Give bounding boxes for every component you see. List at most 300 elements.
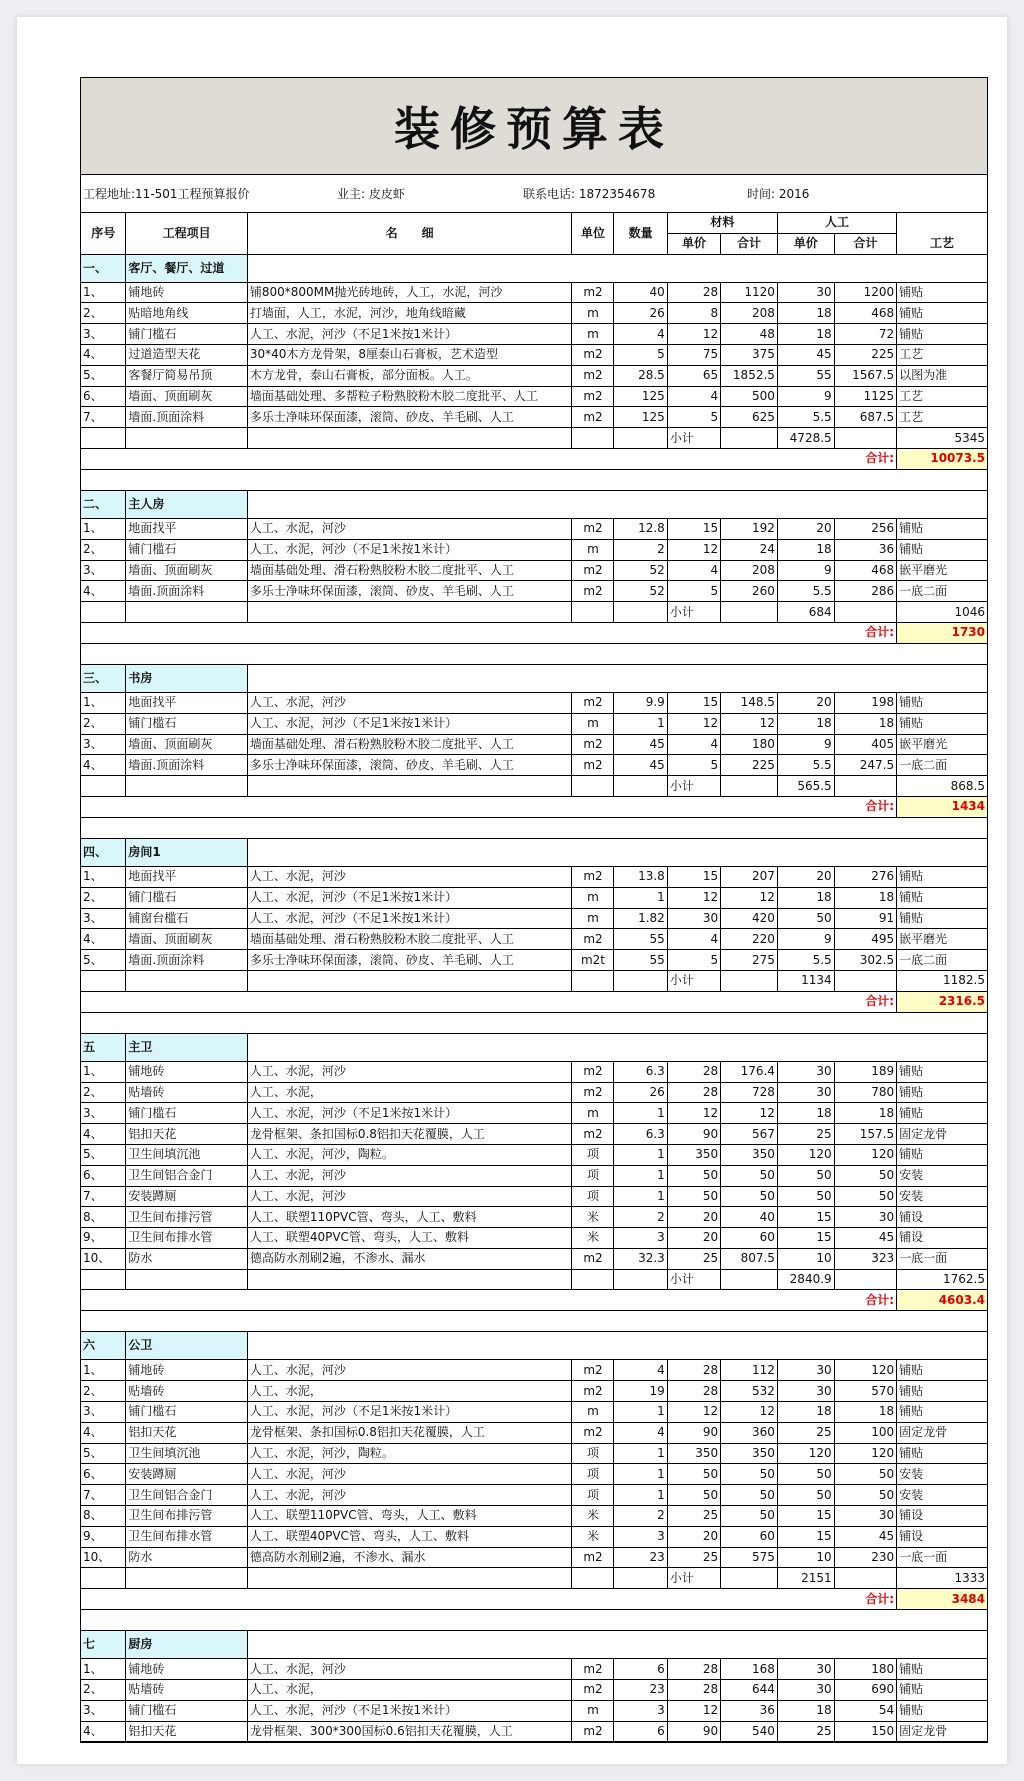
row-detail: 多乐士净味环保面漆，滚筒、砂皮、羊毛刷、人工 <box>247 950 572 971</box>
header-unit: 单位 <box>572 213 614 255</box>
row-detail: 人工、水泥，河沙（不足1米按1米计） <box>247 539 572 560</box>
empty-cell <box>126 970 247 991</box>
table-row <box>81 1186 988 1207</box>
row-labor-price: 20 <box>777 866 834 887</box>
row-material-price: 20 <box>667 1526 720 1547</box>
row-labor-price: 50 <box>777 1186 834 1207</box>
row-item: 铺门槛石 <box>126 1402 247 1423</box>
row-labor-price: 30 <box>777 1659 834 1680</box>
row-unit <box>572 1360 614 1381</box>
row-detail: 人工、水泥， <box>247 1680 572 1701</box>
row-item: 卫生间布排污管 <box>126 1506 247 1527</box>
row-qty: 1 <box>614 1485 667 1506</box>
row-craft: 铺贴 <box>897 324 988 345</box>
row-craft: 一底一面 <box>897 1547 988 1568</box>
row-material-price: 28 <box>667 1061 720 1082</box>
row-number: 4、 <box>81 1124 126 1145</box>
section-header <box>81 1033 988 1061</box>
row-material-sum: 50 <box>721 1506 778 1527</box>
table-row <box>81 1381 988 1402</box>
row-number: 8、 <box>81 1506 126 1527</box>
subtotal-material: 4728.5 <box>777 428 834 449</box>
row-unit <box>572 866 614 887</box>
spacer-row <box>81 1012 988 1033</box>
empty-cell <box>247 1269 572 1290</box>
section-filler <box>247 664 987 692</box>
row-item: 客餐厅简易吊顶 <box>126 365 247 386</box>
unit-label: m2 <box>583 1682 603 1697</box>
row-detail: 德高防水剂刷2遍，不渗水、漏水 <box>247 1547 572 1568</box>
row-qty: 1 <box>614 1402 667 1423</box>
unit-label: m2 <box>583 869 603 884</box>
row-material-price: 12 <box>667 539 720 560</box>
table-row <box>81 560 988 581</box>
row-unit <box>572 1061 614 1082</box>
row-material-sum: 220 <box>721 929 778 950</box>
empty-cell <box>81 776 126 797</box>
row-item: 墙面、顶面刷灰 <box>126 734 247 755</box>
header-material-sum: 合计 <box>721 233 778 254</box>
table-row <box>81 303 988 324</box>
row-qty: 4 <box>614 1360 667 1381</box>
header-craft: 工艺 <box>897 233 988 254</box>
row-labor-price: 50 <box>777 908 834 929</box>
row-qty: 1 <box>614 1443 667 1464</box>
row-qty: 12.8 <box>614 518 667 539</box>
row-material-sum: 350 <box>721 1144 778 1165</box>
table-row <box>81 734 988 755</box>
total-filler <box>81 1290 835 1311</box>
row-detail: 多乐士净味环保面漆，滚筒、砂皮、羊毛刷、人工 <box>247 581 572 602</box>
row-item: 贴墙砖 <box>126 1381 247 1402</box>
subtotal-labor: 868.5 <box>897 776 988 797</box>
row-labor-sum: 198 <box>834 692 896 713</box>
row-number: 6、 <box>81 386 126 407</box>
row-number: 9、 <box>81 1228 126 1249</box>
spacer-row <box>81 1610 988 1631</box>
empty-cell <box>572 1568 614 1589</box>
row-labor-price: 15 <box>777 1526 834 1547</box>
row-item: 贴墙砖 <box>126 1680 247 1701</box>
header-labor-sum: 合计 <box>834 233 896 254</box>
row-material-sum: 644 <box>721 1680 778 1701</box>
row-number: 3、 <box>81 560 126 581</box>
row-item: 安装蹲厕 <box>126 1186 247 1207</box>
row-labor-sum: 780 <box>834 1082 896 1103</box>
row-labor-price: 30 <box>777 1680 834 1701</box>
row-material-sum: 540 <box>721 1721 778 1742</box>
row-labor-price: 50 <box>777 1464 834 1485</box>
subtotal-row <box>81 776 988 797</box>
subtotal-label: 小计 <box>667 602 720 623</box>
row-material-sum: 728 <box>721 1082 778 1103</box>
row-labor-price: 55 <box>777 365 834 386</box>
row-qty: 4 <box>614 324 667 345</box>
row-detail: 打墙面，人工，水泥，河沙，地角线暗藏 <box>247 303 572 324</box>
row-number: 1、 <box>81 1659 126 1680</box>
row-craft: 铺贴 <box>897 303 988 324</box>
row-material-sum: 168 <box>721 1659 778 1680</box>
row-unit <box>572 929 614 950</box>
row-number: 2、 <box>81 539 126 560</box>
unit-label: m2 <box>583 521 603 536</box>
row-number: 2、 <box>81 713 126 734</box>
row-labor-sum: 225 <box>834 344 896 365</box>
row-detail: 人工、水泥，河沙 <box>247 692 572 713</box>
total-row <box>81 448 988 469</box>
header-labor-unit-price: 单价 <box>777 233 834 254</box>
row-labor-sum: 189 <box>834 1061 896 1082</box>
row-craft: 铺贴 <box>897 866 988 887</box>
row-item: 铺门槛石 <box>126 539 247 560</box>
row-craft: 铺贴 <box>897 692 988 713</box>
row-item: 墙面.顶面涂料 <box>126 581 247 602</box>
row-number: 5、 <box>81 950 126 971</box>
row-labor-sum: 157.5 <box>834 1124 896 1145</box>
row-labor-price: 25 <box>777 1721 834 1742</box>
empty-cell <box>834 428 896 449</box>
unit-label: m2 <box>583 1383 603 1398</box>
row-material-sum: 50 <box>721 1186 778 1207</box>
row-unit <box>572 407 614 428</box>
row-material-price: 4 <box>667 734 720 755</box>
row-labor-price: 30 <box>777 1381 834 1402</box>
row-labor-sum: 687.5 <box>834 407 896 428</box>
table-row <box>81 1443 988 1464</box>
row-material-sum: 36 <box>721 1700 778 1721</box>
row-number: 2、 <box>81 887 126 908</box>
row-labor-sum: 120 <box>834 1443 896 1464</box>
row-labor-sum: 50 <box>834 1186 896 1207</box>
row-item: 卫生间布排污管 <box>126 1207 247 1228</box>
row-craft: 铺贴 <box>897 282 988 303</box>
row-labor-sum: 36 <box>834 539 896 560</box>
row-detail: 人工、水泥， <box>247 1082 572 1103</box>
row-qty: 3 <box>614 1700 667 1721</box>
header-no: 序号 <box>81 213 126 255</box>
header-qty: 数量 <box>614 213 667 255</box>
row-detail: 人工、水泥，河沙，陶粒。 <box>247 1443 572 1464</box>
empty-cell <box>247 776 572 797</box>
row-material-price: 12 <box>667 1103 720 1124</box>
empty-cell <box>81 970 126 991</box>
table-row <box>81 1464 988 1485</box>
row-qty: 19 <box>614 1381 667 1402</box>
row-detail: 人工、水泥，河沙（不足1米按1米计） <box>247 908 572 929</box>
row-labor-price: 120 <box>777 1144 834 1165</box>
table-row <box>81 1248 988 1269</box>
total-value: 2316.5 <box>897 991 988 1012</box>
row-item: 铺门槛石 <box>126 1103 247 1124</box>
row-labor-sum: 30 <box>834 1207 896 1228</box>
row-detail: 墙面基础处理、滑石粉熟胶粉木胶二度批平、人工 <box>247 734 572 755</box>
row-detail: 人工、水泥，河沙（不足1米按1米计） <box>247 1700 572 1721</box>
table-row <box>81 1402 988 1423</box>
row-detail: 墙面基础处理、滑石粉熟胶粉木胶二度批平、人工 <box>247 560 572 581</box>
row-material-sum: 260 <box>721 581 778 602</box>
row-craft: 嵌平磨光 <box>897 929 988 950</box>
section-name: 房间1 <box>126 838 247 866</box>
row-craft: 铺设 <box>897 1526 988 1547</box>
row-material-price: 5 <box>667 407 720 428</box>
row-craft: 铺贴 <box>897 1061 988 1082</box>
empty-cell <box>834 1568 896 1589</box>
section-header <box>81 1332 988 1360</box>
unit-label: m2 <box>583 1251 603 1266</box>
row-qty: 23 <box>614 1547 667 1568</box>
table-row <box>81 518 988 539</box>
row-material-price: 30 <box>667 908 720 929</box>
empty-cell <box>126 1568 247 1589</box>
empty-cell <box>614 1568 667 1589</box>
subtotal-row <box>81 1269 988 1290</box>
row-material-sum: 192 <box>721 518 778 539</box>
row-material-price: 12 <box>667 324 720 345</box>
row-material-price: 28 <box>667 1082 720 1103</box>
row-craft: 铺贴 <box>897 1103 988 1124</box>
row-qty: 55 <box>614 950 667 971</box>
row-labor-sum: 256 <box>834 518 896 539</box>
row-labor-sum: 1200 <box>834 282 896 303</box>
row-material-sum: 225 <box>721 755 778 776</box>
row-labor-price: 9 <box>777 386 834 407</box>
row-material-price: 4 <box>667 929 720 950</box>
total-row <box>81 622 988 643</box>
unit-label: m2 <box>583 1425 603 1440</box>
row-number: 9、 <box>81 1526 126 1547</box>
row-detail: 德高防水剂刷2遍，不渗水、漏水 <box>247 1248 572 1269</box>
row-labor-price: 45 <box>777 344 834 365</box>
row-detail: 龙骨框架、条扣国标0.8铝扣天花覆膜，人工 <box>247 1124 572 1145</box>
row-detail: 人工、水泥，河沙（不足1米按1米计） <box>247 1103 572 1124</box>
unit-label: m2 <box>583 1126 603 1141</box>
row-labor-sum: 468 <box>834 560 896 581</box>
row-item: 防水 <box>126 1248 247 1269</box>
section-number: 二、 <box>81 490 126 518</box>
total-label: 合计: <box>834 796 896 817</box>
row-craft: 铺贴 <box>897 1360 988 1381</box>
row-labor-sum: 18 <box>834 713 896 734</box>
row-craft: 铺贴 <box>897 1700 988 1721</box>
total-value: 4603.4 <box>897 1290 988 1311</box>
empty-cell <box>572 602 614 623</box>
total-filler <box>81 991 835 1012</box>
row-detail: 人工、水泥，河沙（不足1米按1米计） <box>247 887 572 908</box>
empty-cell <box>614 1269 667 1290</box>
row-labor-price: 20 <box>777 692 834 713</box>
row-number: 1、 <box>81 866 126 887</box>
row-labor-sum: 45 <box>834 1526 896 1547</box>
row-craft: 以图为准 <box>897 365 988 386</box>
row-material-sum: 48 <box>721 324 778 345</box>
total-filler <box>81 796 835 817</box>
row-detail: 人工、水泥，河沙 <box>247 866 572 887</box>
row-qty: 1 <box>614 887 667 908</box>
row-qty: 23 <box>614 1680 667 1701</box>
row-material-sum: 807.5 <box>721 1248 778 1269</box>
row-qty: 1 <box>614 1144 667 1165</box>
row-material-price: 28 <box>667 1680 720 1701</box>
row-material-sum: 12 <box>721 887 778 908</box>
row-material-price: 5 <box>667 581 720 602</box>
row-qty: 125 <box>614 407 667 428</box>
row-unit <box>572 365 614 386</box>
row-number: 1、 <box>81 518 126 539</box>
row-number: 10、 <box>81 1547 126 1568</box>
unit-label: m2 <box>583 1724 603 1739</box>
row-number: 10、 <box>81 1248 126 1269</box>
subtotal-material: 684 <box>777 602 834 623</box>
row-material-price: 50 <box>667 1186 720 1207</box>
row-craft: 一底二面 <box>897 950 988 971</box>
row-item: 贴墙砖 <box>126 1082 247 1103</box>
row-detail: 人工、水泥，河沙 <box>247 1165 572 1186</box>
empty-cell <box>247 1568 572 1589</box>
row-material-sum: 24 <box>721 539 778 560</box>
row-labor-sum: 100 <box>834 1422 896 1443</box>
row-labor-price: 9 <box>777 929 834 950</box>
section-header <box>81 490 988 518</box>
unit-label: m2 <box>583 409 603 424</box>
row-craft: 固定龙骨 <box>897 1124 988 1145</box>
row-labor-price: 30 <box>777 1061 834 1082</box>
spacer-cell <box>81 469 988 490</box>
total-row <box>81 1589 988 1610</box>
row-qty: 6.3 <box>614 1061 667 1082</box>
total-row <box>81 991 988 1012</box>
row-material-price: 12 <box>667 1402 720 1423</box>
row-unit <box>572 692 614 713</box>
section-name: 主人房 <box>126 490 247 518</box>
empty-cell <box>247 970 572 991</box>
header-item: 工程项目 <box>126 213 247 255</box>
row-craft: 铺设 <box>897 1228 988 1249</box>
row-item: 墙面、顶面刷灰 <box>126 560 247 581</box>
subtotal-label: 小计 <box>667 1269 720 1290</box>
unit-label: m2 <box>583 388 603 403</box>
table-row <box>81 713 988 734</box>
row-labor-sum: 570 <box>834 1381 896 1402</box>
section-header <box>81 664 988 692</box>
spacer-cell <box>81 643 988 664</box>
row-material-sum: 575 <box>721 1547 778 1568</box>
row-labor-price: 30 <box>777 282 834 303</box>
row-material-sum: 208 <box>721 560 778 581</box>
unit-label: m2 <box>583 695 603 710</box>
row-item: 铺窗台槛石 <box>126 908 247 929</box>
empty-cell <box>721 602 778 623</box>
row-material-sum: 112 <box>721 1360 778 1381</box>
row-labor-sum: 323 <box>834 1248 896 1269</box>
row-labor-price: 18 <box>777 1402 834 1423</box>
row-craft: 安装 <box>897 1485 988 1506</box>
empty-cell <box>126 1269 247 1290</box>
row-labor-price: 15 <box>777 1228 834 1249</box>
total-value: 1730 <box>897 622 988 643</box>
row-detail: 人工、水泥，河沙 <box>247 1464 572 1485</box>
row-detail: 多乐士净味环保面漆，滚筒、砂皮、羊毛刷、人工 <box>247 407 572 428</box>
unit-label: m2 <box>583 1550 603 1565</box>
section-number: 五 <box>81 1033 126 1061</box>
row-material-sum: 60 <box>721 1228 778 1249</box>
row-item: 墙面、顶面刷灰 <box>126 929 247 950</box>
table-row <box>81 1082 988 1103</box>
row-item: 卫生间铝合金门 <box>126 1485 247 1506</box>
empty-cell <box>721 428 778 449</box>
row-number: 5、 <box>81 1144 126 1165</box>
row-qty: 13.8 <box>614 866 667 887</box>
row-material-price: 12 <box>667 1700 720 1721</box>
row-number: 6、 <box>81 1165 126 1186</box>
row-unit: 项 <box>572 1144 614 1165</box>
row-unit: 米 <box>572 1506 614 1527</box>
row-labor-price: 18 <box>777 303 834 324</box>
row-material-price: 90 <box>667 1422 720 1443</box>
row-number: 5、 <box>81 1443 126 1464</box>
row-labor-sum: 30 <box>834 1506 896 1527</box>
project-address: 工程地址:11-501工程预算报价 <box>83 187 250 201</box>
row-material-price: 15 <box>667 866 720 887</box>
row-material-price: 15 <box>667 518 720 539</box>
subtotal-row <box>81 602 988 623</box>
total-row <box>81 796 988 817</box>
row-unit <box>572 1248 614 1269</box>
row-labor-sum: 180 <box>834 1659 896 1680</box>
table-row <box>81 755 988 776</box>
row-craft: 嵌平磨光 <box>897 560 988 581</box>
row-item: 铺地砖 <box>126 1659 247 1680</box>
table-row <box>81 581 988 602</box>
row-craft: 工艺 <box>897 386 988 407</box>
table-row <box>81 887 988 908</box>
row-detail: 人工、水泥，河沙 <box>247 1485 572 1506</box>
row-labor-price: 10 <box>777 1248 834 1269</box>
row-number: 7、 <box>81 1186 126 1207</box>
row-material-price: 20 <box>667 1228 720 1249</box>
row-material-sum: 350 <box>721 1443 778 1464</box>
row-labor-sum: 50 <box>834 1485 896 1506</box>
row-unit: 项 <box>572 1165 614 1186</box>
row-material-price: 4 <box>667 560 720 581</box>
row-unit: m <box>572 539 614 560</box>
subtotal-labor: 5345 <box>897 428 988 449</box>
subtotal-label: 小计 <box>667 776 720 797</box>
spacer-row <box>81 1311 988 1332</box>
table-row <box>81 386 988 407</box>
row-unit <box>572 1124 614 1145</box>
row-material-price: 65 <box>667 365 720 386</box>
table-row <box>81 1207 988 1228</box>
row-labor-sum: 1567.5 <box>834 365 896 386</box>
section-header <box>81 838 988 866</box>
row-material-price: 28 <box>667 1360 720 1381</box>
row-detail: 墙面基础处理、滑石粉熟胶粉木胶二度批平、人工 <box>247 929 572 950</box>
row-item: 卫生间填沉池 <box>126 1443 247 1464</box>
subtotal-material: 2840.9 <box>777 1269 834 1290</box>
row-unit <box>572 1721 614 1742</box>
empty-cell <box>834 970 896 991</box>
row-material-sum: 180 <box>721 734 778 755</box>
row-craft: 铺贴 <box>897 518 988 539</box>
row-material-price: 350 <box>667 1443 720 1464</box>
subtotal-material: 1134 <box>777 970 834 991</box>
row-material-price: 90 <box>667 1124 720 1145</box>
table-row <box>81 344 988 365</box>
row-unit: m2t <box>572 950 614 971</box>
row-labor-sum: 230 <box>834 1547 896 1568</box>
row-craft: 铺设 <box>897 1506 988 1527</box>
row-number: 4、 <box>81 755 126 776</box>
